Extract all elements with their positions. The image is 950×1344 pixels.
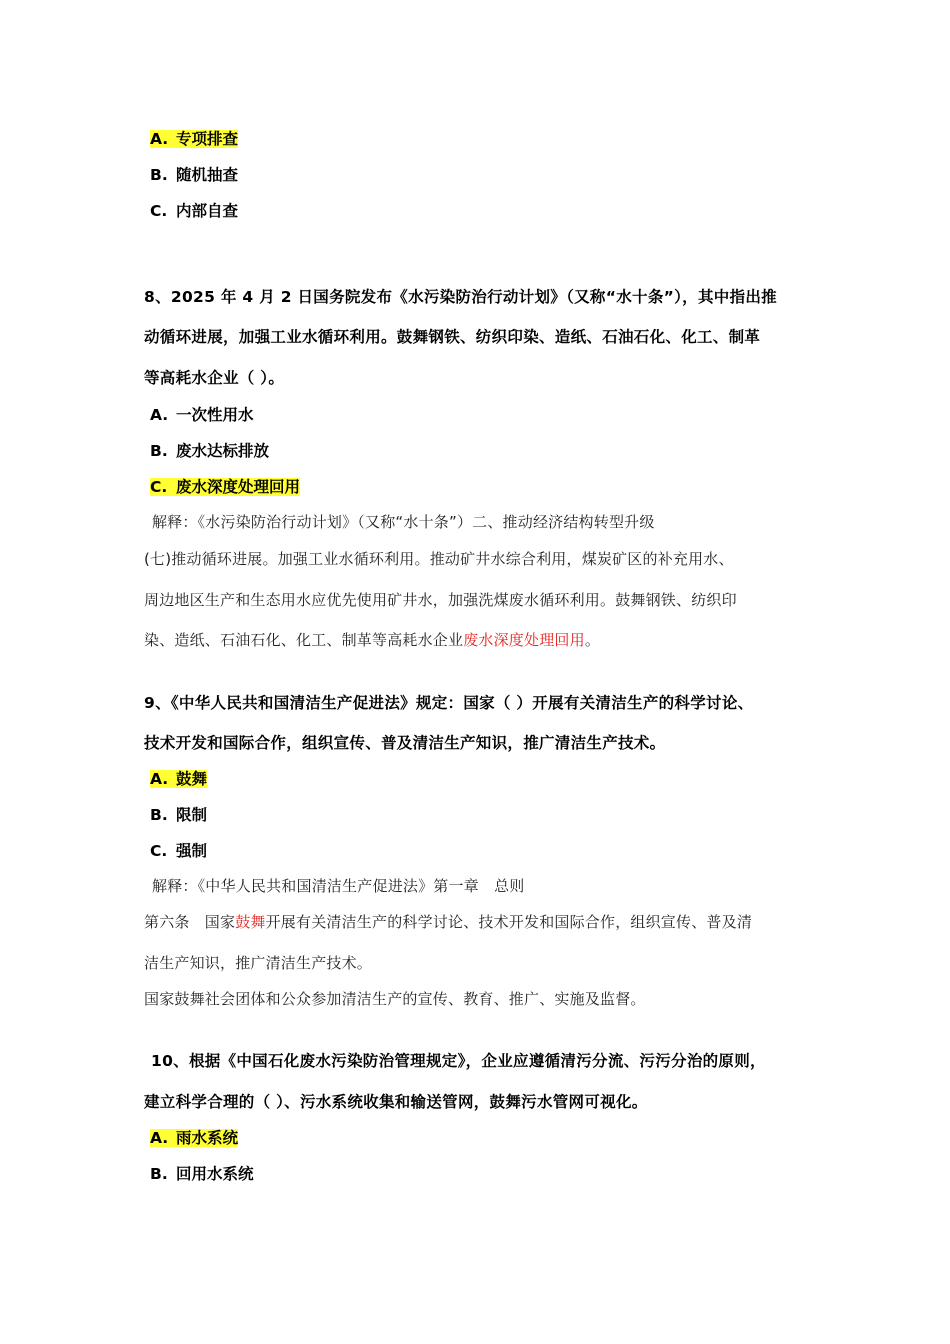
q8-explanation-line-1: 解释：《水污染防治行动计划》（又称“水十条”）二、推动经济结构转型升级 [152, 513, 655, 531]
q10-question-line-2: 建立科学合理的（ ）、污水系统收集和输送管网，鼓舞污水管网可视化。 [144, 1093, 648, 1111]
q8-question-line-3: 等高耗水企业（ ）。 [144, 369, 285, 387]
q8-option-c: C. 废水深度处理回用 [150, 478, 301, 496]
q10-option-a: A. 雨水系统 [150, 1129, 239, 1147]
q9-answer-highlight: 鼓舞 [235, 913, 266, 931]
q8-explanation-line-4: 染、造纸、石油石化、化工、制革等高耗水企业废水深度处理回用。 [144, 631, 601, 649]
q8-explanation-line-3: 周边地区生产和生态用水应优先使用矿井水，加强洗煤废水循环利用。鼓舞钢铁、纺织印 [144, 591, 737, 609]
q8-answer-highlight: 废水深度处理回用 [463, 631, 585, 649]
q9-explanation-line-4: 国家鼓舞社会团体和公众参加清洁生产的宣传、教育、推广、实施及监督。 [144, 990, 646, 1008]
q7-option-b: B. 随机抽查 [150, 166, 239, 184]
q9-explanation-line-3: 洁生产知识，推广清洁生产技术。 [144, 954, 373, 972]
q8-option-a: A. 一次性用水 [150, 406, 254, 424]
q9-question-line-1: 9、《中华人民共和国清洁生产促进法》规定：国家（ ）开展有关清洁生产的科学讨论、 [144, 694, 754, 712]
q10-question-line-1: 10、根据《中国石化废水污染防治管理规定》，企业应遵循清污分流、污污分治的原则， [151, 1052, 766, 1070]
q9-option-c: C. 强制 [150, 842, 208, 860]
q7-option-c: C. 内部自查 [150, 202, 239, 220]
q7-option-a: A. 专项排查 [150, 130, 239, 148]
q8-explanation-line-2: (七)推动循环进展。加强工业水循环利用。推动矿井水综合利用，煤炭矿区的补充用水、 [144, 550, 734, 568]
q8-question-line-1: 8、2025 年 4 月 2 日国务院发布《水污染防治行动计划》（又称“水十条”），其中指出推 [144, 288, 777, 306]
q8-question-line-2: 动循环进展，加强工业水循环利用。鼓舞钢铁、纺织印染、造纸、石油石化、化工、制革 [144, 328, 761, 346]
q9-explanation-line-2: 第六条 国家鼓舞开展有关清洁生产的科学讨论、技术开发和国际合作，组织宣传、普及清 [144, 913, 753, 931]
q9-explanation-line-1: 解释：《中华人民共和国清洁生产促进法》第一章 总则 [152, 877, 525, 895]
q9-question-line-2: 技术开发和国际合作，组织宣传、普及清洁生产知识，推广清洁生产技术。 [144, 734, 666, 752]
q9-option-b: B. 限制 [150, 806, 208, 824]
q9-option-a: A. 鼓舞 [150, 770, 208, 788]
q8-option-b: B. 废水达标排放 [150, 442, 270, 460]
q10-option-b: B. 回用水系统 [150, 1165, 254, 1183]
